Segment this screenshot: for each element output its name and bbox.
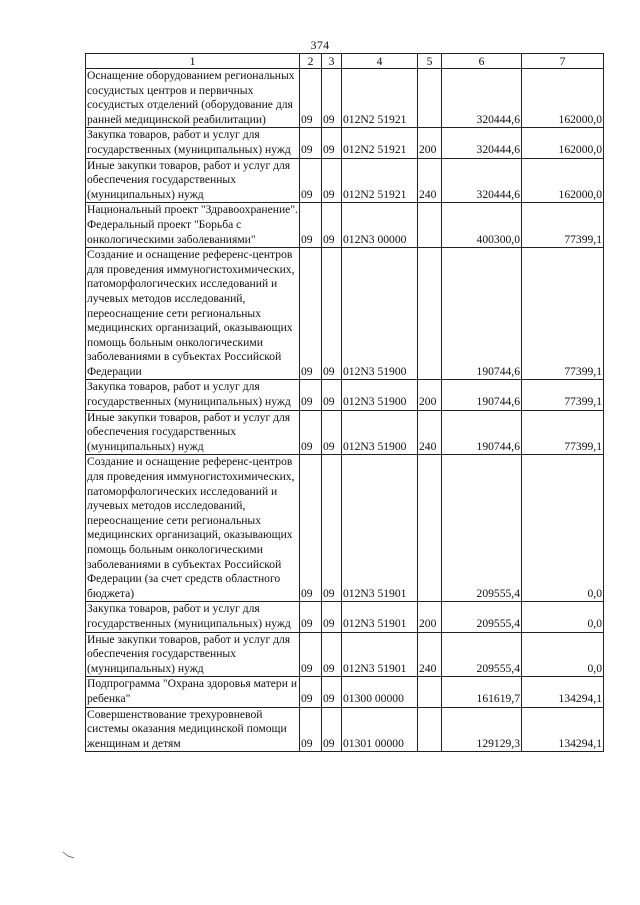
row-name: Иные закупки товаров, работ и услуг для обеспечения государственных (муниципальных) нужд bbox=[86, 158, 300, 203]
row-section: 09 bbox=[300, 128, 322, 158]
row-subsection: 09 bbox=[322, 203, 342, 248]
row-name: Иные закупки товаров, работ и услуг для обеспечения государственных (муниципальных) нужд bbox=[86, 632, 300, 677]
row-target-code: 012N3 51901 bbox=[342, 602, 418, 632]
table-row bbox=[86, 380, 604, 410]
row-name: Закупка товаров, работ и услуг для государственных (муниципальных) нужд bbox=[86, 380, 300, 410]
row-target-code: 012N2 51921 bbox=[342, 158, 418, 203]
row-subsection: 09 bbox=[322, 69, 342, 128]
row-amount-col6: 161619,7 bbox=[442, 677, 522, 707]
row-expense-type bbox=[418, 707, 442, 752]
row-amount-col6: 190744,6 bbox=[442, 410, 522, 455]
table-row bbox=[86, 677, 604, 707]
table-row bbox=[86, 455, 604, 602]
row-section: 09 bbox=[300, 602, 322, 632]
row-name: Закупка товаров, работ и услуг для государственных (муниципальных) нужд bbox=[86, 128, 300, 158]
row-expense-type: 200 bbox=[418, 602, 442, 632]
row-subsection: 09 bbox=[322, 158, 342, 203]
row-subsection: 09 bbox=[322, 602, 342, 632]
row-name: Подпрограмма "Охрана здоровья матери и ребенка" bbox=[86, 677, 300, 707]
row-amount-col6: 320444,6 bbox=[442, 69, 522, 128]
row-section: 09 bbox=[300, 248, 322, 380]
header-col-4: 4 bbox=[342, 54, 418, 69]
page-number: 374 bbox=[310, 38, 330, 52]
row-expense-type bbox=[418, 677, 442, 707]
row-amount-col7: 77399,1 bbox=[522, 410, 604, 455]
row-target-code: 01301 00000 bbox=[342, 707, 418, 752]
row-amount-col6: 209555,4 bbox=[442, 632, 522, 677]
row-amount-col6: 320444,6 bbox=[442, 158, 522, 203]
header-col-7: 7 bbox=[522, 54, 604, 69]
row-target-code: 012N2 51921 bbox=[342, 128, 418, 158]
row-target-code: 012N3 00000 bbox=[342, 203, 418, 248]
header-col-6: 6 bbox=[442, 54, 522, 69]
row-name: Иные закупки товаров, работ и услуг для обеспечения государственных (муниципальных) нужд bbox=[86, 410, 300, 455]
row-amount-col6: 209555,4 bbox=[442, 602, 522, 632]
row-target-code: 012N3 51900 bbox=[342, 380, 418, 410]
row-expense-type: 200 bbox=[418, 380, 442, 410]
row-amount-col7: 0,0 bbox=[522, 602, 604, 632]
row-target-code: 012N3 51901 bbox=[342, 632, 418, 677]
row-subsection: 09 bbox=[322, 380, 342, 410]
row-expense-type: 240 bbox=[418, 632, 442, 677]
row-amount-col6: 129129,3 bbox=[442, 707, 522, 752]
row-amount-col7: 77399,1 bbox=[522, 248, 604, 380]
table-row bbox=[86, 158, 604, 203]
row-subsection: 09 bbox=[322, 632, 342, 677]
row-name: Создание и оснащение референс-центров для проведения иммуногистохимических, патоморфологических исследований и лучевых методов исследований, переоснащение сети региональных медицинских организаций, оказывающих помощь больным онкологическими заболеваниями в субъектах Российской Федерации (за счет средств областного бюджета) bbox=[86, 455, 300, 602]
row-target-code: 012N2 51921 bbox=[342, 69, 418, 128]
row-amount-col7: 134294,1 bbox=[522, 677, 604, 707]
row-subsection: 09 bbox=[322, 128, 342, 158]
row-target-code: 012N3 51900 bbox=[342, 410, 418, 455]
row-amount-col6: 320444,6 bbox=[442, 128, 522, 158]
row-amount-col7: 134294,1 bbox=[522, 707, 604, 752]
header-col-1: 1 bbox=[86, 54, 300, 69]
row-name: Создание и оснащение референс-центров для проведения иммуногистохимических, патоморфологических исследований и лучевых методов исследований, переоснащение сети региональных медицинских организаций, оказывающих помощь больным онкологическими заболеваниями в субъектах Российской Федерации bbox=[86, 248, 300, 380]
row-name: Совершенствование трехуровневой системы оказания медицинской помощи женщинам и детям bbox=[86, 707, 300, 752]
row-subsection: 09 bbox=[322, 455, 342, 602]
row-subsection: 09 bbox=[322, 707, 342, 752]
row-expense-type: 240 bbox=[418, 410, 442, 455]
row-amount-col7: 77399,1 bbox=[522, 203, 604, 248]
row-section: 09 bbox=[300, 410, 322, 455]
row-section: 09 bbox=[300, 158, 322, 203]
table-row bbox=[86, 248, 604, 380]
row-amount-col6: 400300,0 bbox=[442, 203, 522, 248]
row-expense-type: 200 bbox=[418, 128, 442, 158]
table-row bbox=[86, 203, 604, 248]
row-subsection: 09 bbox=[322, 677, 342, 707]
scan-speck bbox=[62, 850, 76, 860]
header-col-3: 3 bbox=[322, 54, 342, 69]
row-target-code: 012N3 51901 bbox=[342, 455, 418, 602]
row-amount-col7: 0,0 bbox=[522, 455, 604, 602]
row-name: Закупка товаров, работ и услуг для государственных (муниципальных) нужд bbox=[86, 602, 300, 632]
row-amount-col7: 162000,0 bbox=[522, 128, 604, 158]
table-row bbox=[86, 69, 604, 128]
table-row bbox=[86, 410, 604, 455]
row-amount-col7: 162000,0 bbox=[522, 158, 604, 203]
row-section: 09 bbox=[300, 707, 322, 752]
row-section: 09 bbox=[300, 380, 322, 410]
row-section: 09 bbox=[300, 69, 322, 128]
row-target-code: 01300 00000 bbox=[342, 677, 418, 707]
row-amount-col6: 190744,6 bbox=[442, 248, 522, 380]
row-name: Оснащение оборудованием региональных сосудистых центров и первичных сосудистых отделений (оборудование для ранней медицинской реабилитации) bbox=[86, 69, 300, 128]
row-section: 09 bbox=[300, 632, 322, 677]
budget-table bbox=[85, 53, 604, 752]
row-amount-col6: 190744,6 bbox=[442, 380, 522, 410]
row-subsection: 09 bbox=[322, 410, 342, 455]
row-expense-type bbox=[418, 248, 442, 380]
table-header-row bbox=[86, 54, 604, 69]
row-target-code: 012N3 51900 bbox=[342, 248, 418, 380]
header-col-5: 5 bbox=[418, 54, 442, 69]
row-expense-type bbox=[418, 203, 442, 248]
row-section: 09 bbox=[300, 203, 322, 248]
table-row bbox=[86, 602, 604, 632]
row-expense-type bbox=[418, 455, 442, 602]
table-row bbox=[86, 128, 604, 158]
row-expense-type bbox=[418, 69, 442, 128]
row-name: Национальный проект "Здравоохранение". Федеральный проект "Борьба с онкологическими заболеваниями" bbox=[86, 203, 300, 248]
row-amount-col7: 77399,1 bbox=[522, 380, 604, 410]
row-section: 09 bbox=[300, 455, 322, 602]
row-section: 09 bbox=[300, 677, 322, 707]
row-amount-col6: 209555,4 bbox=[442, 455, 522, 602]
header-col-2: 2 bbox=[300, 54, 322, 69]
row-subsection: 09 bbox=[322, 248, 342, 380]
row-amount-col7: 0,0 bbox=[522, 632, 604, 677]
row-amount-col7: 162000,0 bbox=[522, 69, 604, 128]
table-row bbox=[86, 707, 604, 752]
table-row bbox=[86, 632, 604, 677]
row-expense-type: 240 bbox=[418, 158, 442, 203]
